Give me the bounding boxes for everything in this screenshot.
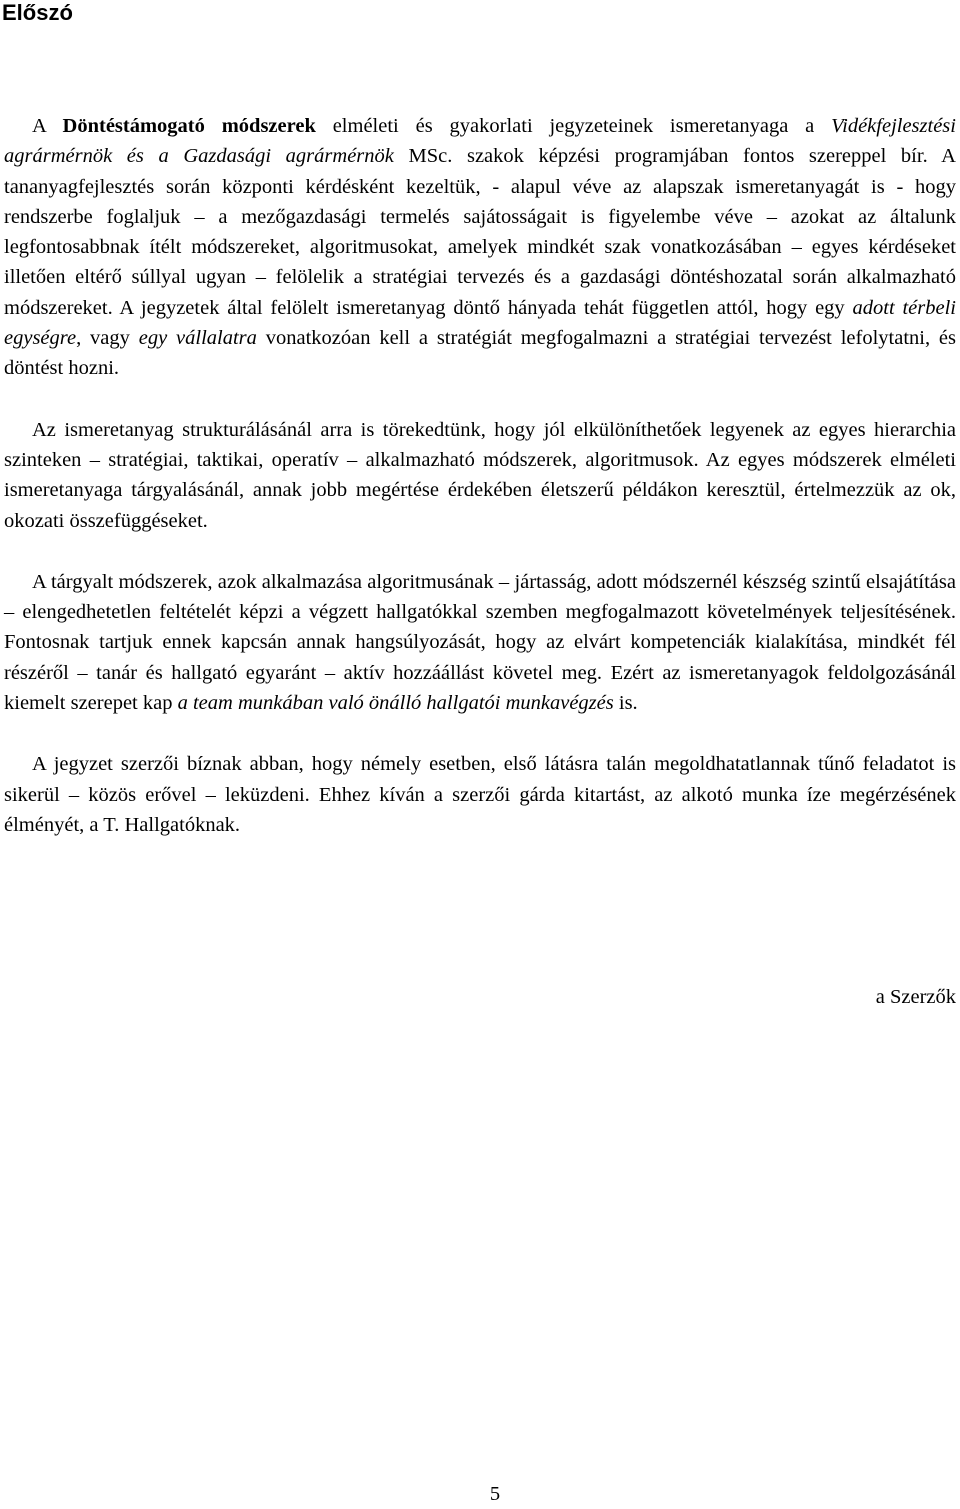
- body-text: [4, 111, 956, 840]
- text-run: A tárgyalt módszerek, azok alkalmazása algoritmusának – jártasság, adott módszernél készség szintű elsajátítása – elengedhetetlen feltételét képzi a végzett hallgatókkal szemben megfogalmazott követelmények teljesítésének. Fontosnak tartjuk ennek kapcsán annak hangsúlyozását, hogy az elvárt kompetenciák kialakítása, mindkét fél részéről – tanár és hallgató egyaránt – aktív hozzáállást követel meg. Ezért az ismeretanyagok feldolgozásánál kiemelt szerepet kap: [4, 570, 956, 715]
- paragraph-3: [4, 567, 956, 718]
- italic-text-run: Vidékfejlesztési agrármérnök és a Gazdasági agrármérnök: [4, 115, 956, 168]
- text-run: vonatkozóan kell a stratégiát megfogalmazni a stratégiai tervezést lefolytatni, és döntést hozni.: [4, 327, 957, 380]
- italic-text-run: egy vállalatra: [138, 327, 257, 350]
- paragraph-4: [4, 749, 956, 840]
- text-run: A jegyzet szerzői bíznak abban, hogy némely esetben, első látásra talán megoldhatatlannak tűnő feladatot is sikerül – közös erővel – leküzdeni. Ehhez kíván a szerzői gárda kitartást, az alkotó munka íze megérzésének élményét, a T. Hallgatóknak.: [4, 753, 956, 836]
- italic-text-run: a team munkában való önálló hallgatói munkavégzés: [177, 692, 614, 715]
- paragraph-1: [4, 111, 956, 384]
- page-number: 5: [489, 1483, 501, 1505]
- signature: a Szerzők: [875, 986, 956, 1008]
- text-run: MSc. szakok képzési programjában fontos szereppel bír. A tananyagfejlesztés során központi kérdésként kezeltük, - alapul véve az alapszak ismeretanyagát is - hogy rendszerbe foglaljuk – a mezőgazdasági termelés sajátosságait is figyelembe véve – azokat az általunk legfontosabbnak ítélt módszereket, algoritmusokat, amelyek mindkét szak vonatkozásában – egyes kérdéseket illetően eltérő súllyal ugyan – felölelik a stratégiai tervezés és a gazdasági döntéshozatal során alkalmazható módszereket. A jegyzetek által felölelt ismeretanyag döntő hányada tehát független attól, hogy egy: [4, 145, 956, 319]
- paragraph-2: [4, 415, 956, 536]
- page-title: Előszó: [2, 0, 73, 25]
- text-run: , vagy: [76, 327, 139, 350]
- bold-text-run: Döntéstámogató módszerek: [62, 115, 316, 137]
- text-run: Az ismeretanyag strukturálásánál arra is törekedtünk, hogy jól elkülöníthetőek legyenek az egyes hierarchia szinteken – stratégiai, taktikai, operatív – alkalmazható módszerek, algoritmusok. Az egyes módszerek elméleti ismeretanyaga tárgyalásánál, annak jobb megértése érdekében életszerű példákon keresztül, értelmezzük az ok, okozati összefüggéseket.: [4, 418, 956, 532]
- text-run: is.: [613, 692, 638, 715]
- text-run: A: [32, 115, 63, 137]
- text-run: elméleti és gyakorlati jegyzeteinek ismeretanyaga a: [315, 115, 832, 137]
- italic-text-run: adott térbeli egységre: [4, 296, 956, 350]
